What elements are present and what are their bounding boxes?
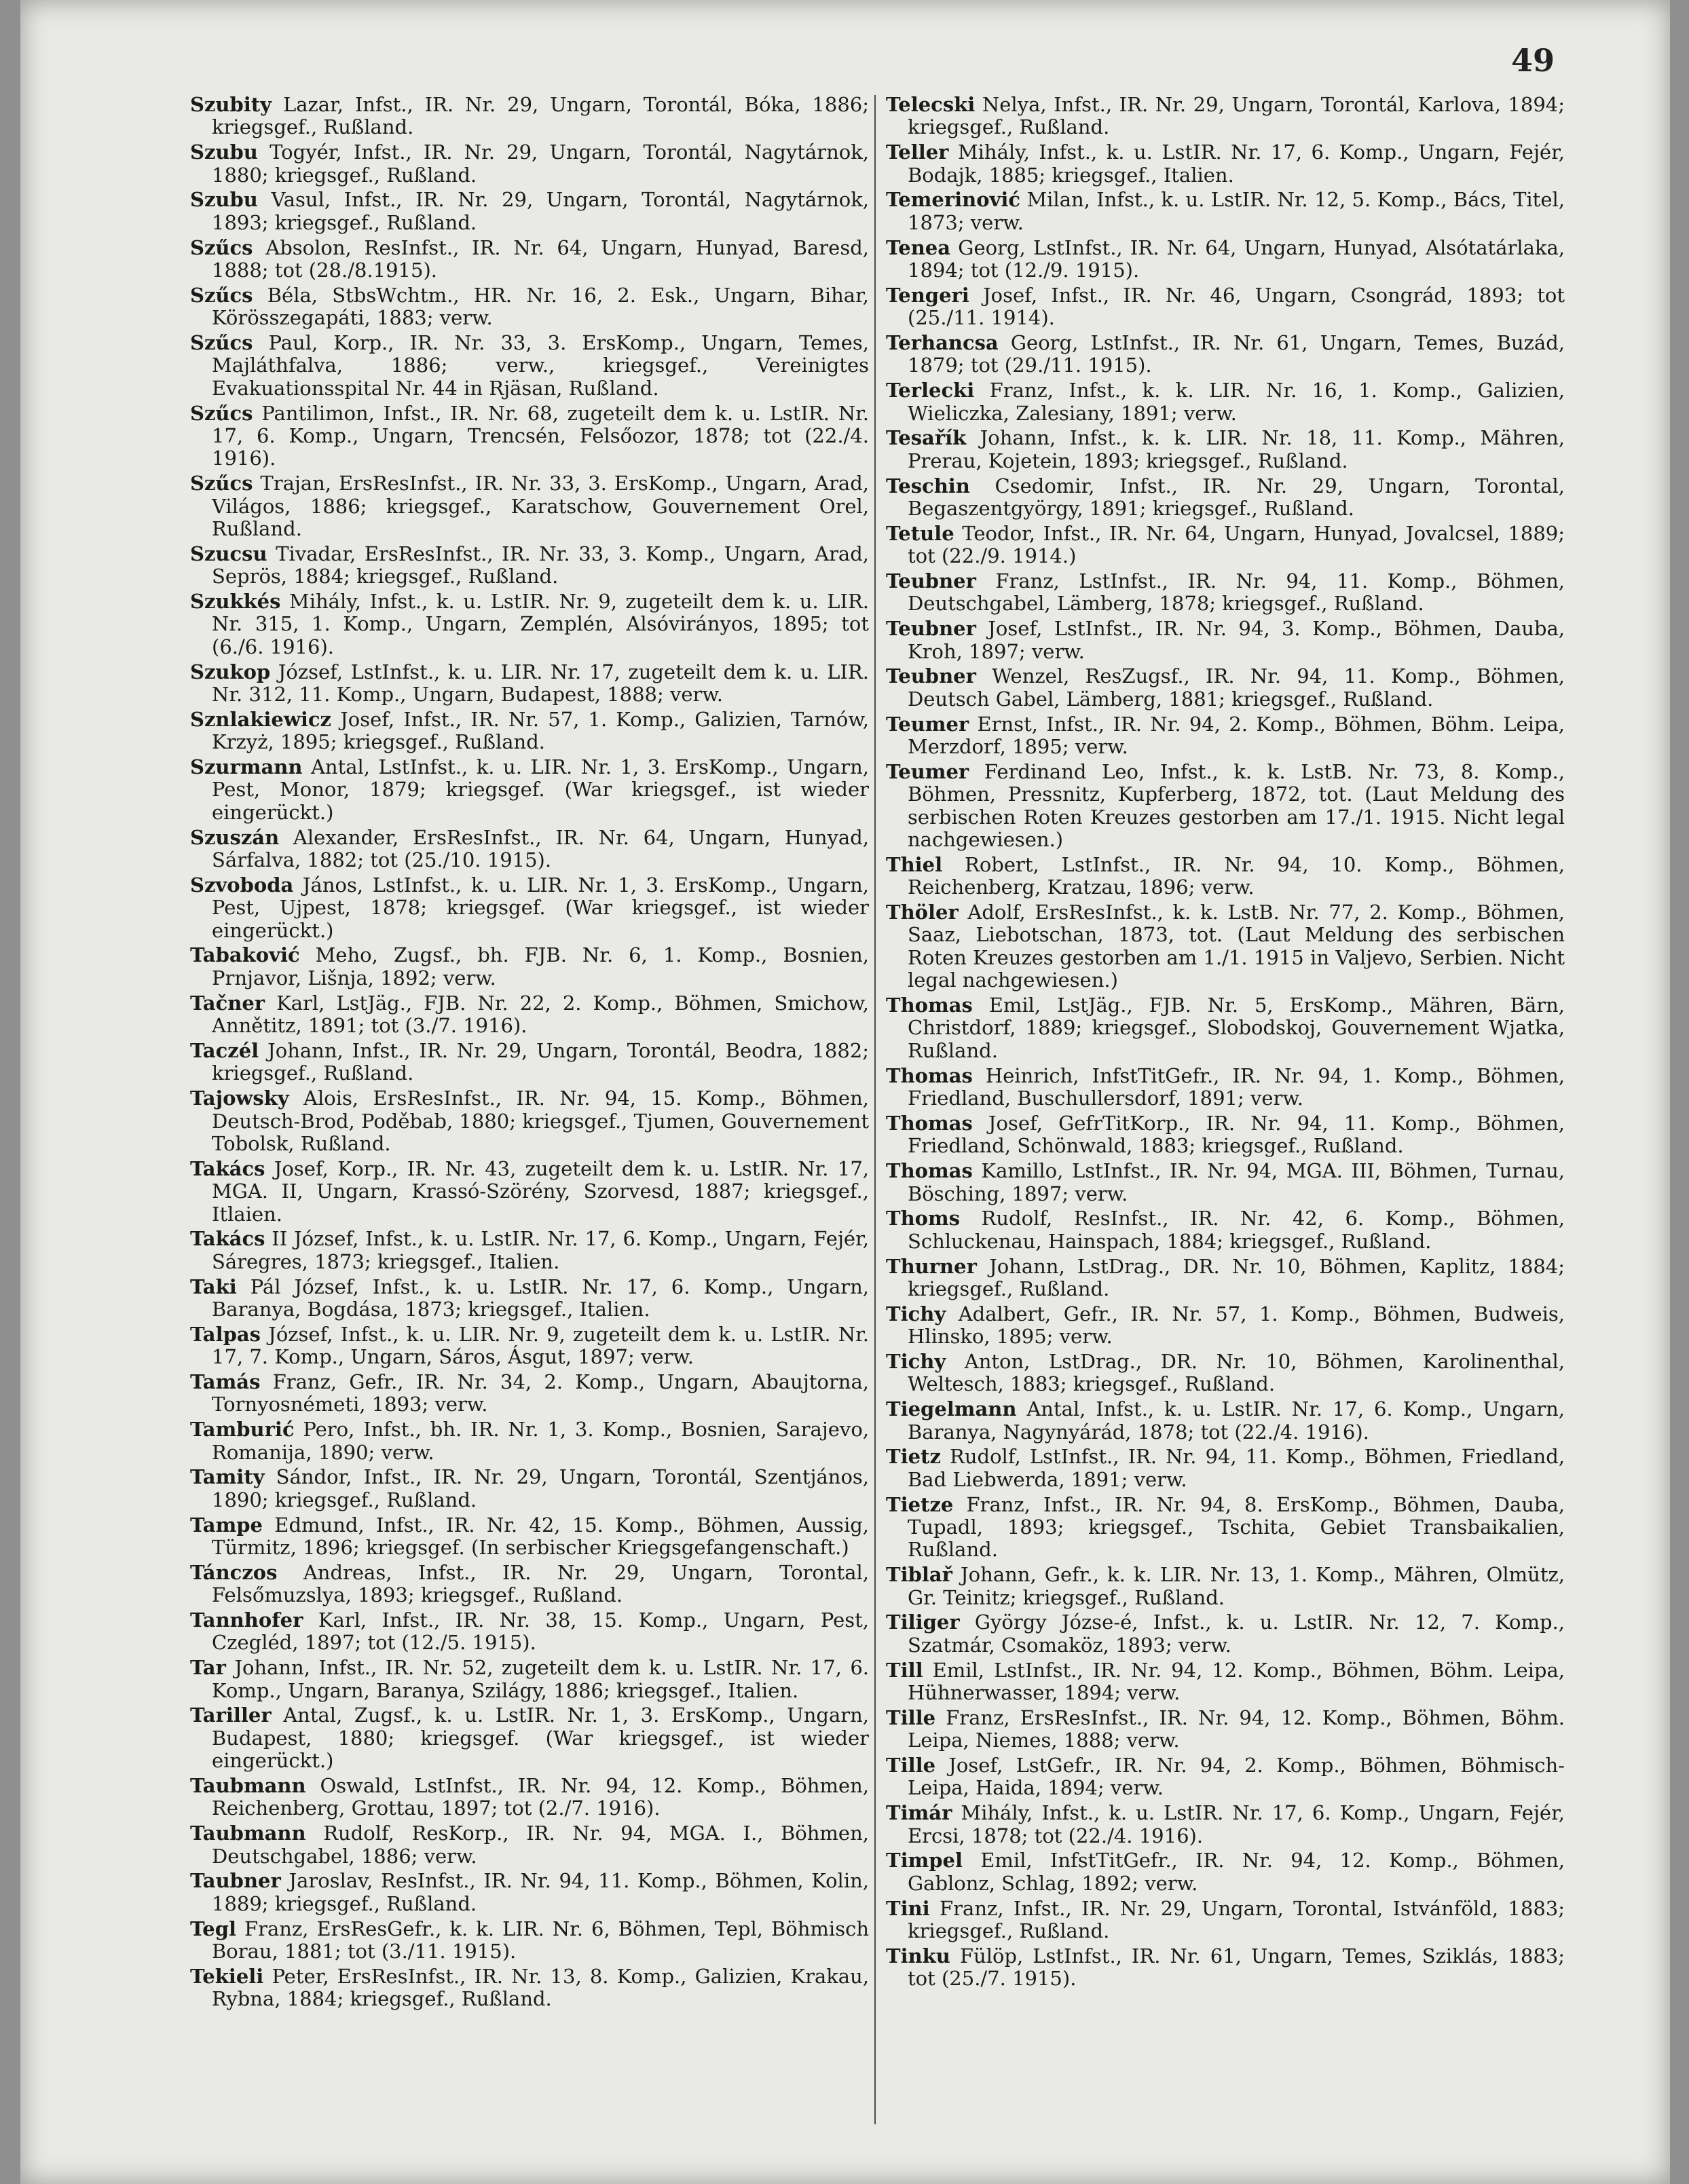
entry-surname: Thurner bbox=[886, 1254, 977, 1278]
scanned-page bbox=[20, 0, 1670, 2184]
register-entry bbox=[190, 1704, 869, 1772]
register-entry bbox=[190, 189, 869, 234]
register-entry bbox=[886, 1754, 1565, 1800]
entry-surname: Timár bbox=[886, 1801, 952, 1825]
register-entry bbox=[886, 901, 1565, 992]
entry-details: Fülöp, LstInfst., IR. Nr. 61, Ungarn, Temes, Sziklás, 1883; tot (25./7. 1915). bbox=[908, 1944, 1565, 1991]
entry-details: Franz, LstInfst., IR. Nr. 94, 11. Komp., Böhmen, Deutschgabel, Lämberg, 1878; kriegsgef., Rußland. bbox=[908, 569, 1565, 616]
entry-surname: Terlecki bbox=[886, 379, 975, 402]
entry-details: Peter, ErsResInfst., IR. Nr. 13, 8. Komp., Galizien, Krakau, Rybna, 1884; kriegsgef., Rußland. bbox=[212, 1964, 869, 2011]
register-entry bbox=[886, 1351, 1565, 1396]
register-entry bbox=[886, 1112, 1565, 1158]
entry-details: József, LstInfst., k. u. LIR. Nr. 17, zugeteilt dem k. u. LIR. Nr. 312, 11. Komp., Ungarn, Budapest, 1888; verw. bbox=[212, 660, 869, 707]
entry-details: Sándor, Infst., IR. Nr. 29, Ungarn, Torontál, Szentjános, 1890; kriegsgef., Rußland. bbox=[212, 1465, 869, 1511]
entry-details: Josef, LstGefr., IR. Nr. 94, 2. Komp., Böhmen, Böhmisch-Leipa, Haida, 1894; verw. bbox=[908, 1753, 1565, 1800]
entry-details: Emil, LstInfst., IR. Nr. 94, 12. Komp., Böhmen, Böhm. Leipa, Hühnerwasser, 1894; verw. bbox=[908, 1658, 1565, 1704]
entry-surname: Taubmann bbox=[190, 1822, 306, 1845]
entry-surname: Tariller bbox=[190, 1703, 272, 1727]
entry-surname: Tietze bbox=[886, 1492, 954, 1516]
register-entry bbox=[886, 1945, 1565, 1991]
entry-details: Rudolf, ResInfst., IR. Nr. 42, 6. Komp., Böhmen, Schluckenau, Hainspach, 1884; kriegsgef., Rußland. bbox=[908, 1207, 1565, 1253]
register-entry bbox=[190, 332, 869, 400]
register-entry bbox=[190, 1870, 869, 1915]
register-entry bbox=[190, 1276, 869, 1321]
register-entry bbox=[190, 1371, 869, 1416]
entry-surname: Tetule bbox=[886, 521, 954, 545]
entry-details: Edmund, Infst., IR. Nr. 42, 15. Komp., Böhmen, Aussig, Türmitz, 1896; kriegsgef. (In serbischer Kriegsgefangenschaft.) bbox=[212, 1513, 869, 1559]
entry-surname: Tichy bbox=[886, 1349, 946, 1373]
entry-details: Pantilimon, Infst., IR. Nr. 68, zugeteilt dem k. u. LstIR. Nr. 17, 6. Komp., Ungarn, Trencsén, Felsőozor, 1878; tot (22./4. 1916). bbox=[212, 401, 869, 470]
register-entry bbox=[886, 1659, 1565, 1705]
entry-details: Antal, Infst., k. u. LstIR. Nr. 17, 6. Komp., Ungarn, Baranya, Nagynyárád, 1878; tot (22./4. 1916). bbox=[908, 1397, 1565, 1444]
register-entry bbox=[190, 1918, 869, 1963]
entry-details: Trajan, ErsResInfst., IR. Nr. 33, 3. ErsKomp., Ungarn, Arad, Világos, 1886; kriegsgef., Karatschow, Gouvernement Orel, Rußland. bbox=[212, 472, 869, 541]
entry-details: Rudolf, ResKorp., IR. Nr. 94, MGA. I., Böhmen, Deutschgabel, 1886; verw. bbox=[212, 1822, 869, 1868]
entry-details: Franz, ErsResGefr., k. k. LIR. Nr. 6, Böhmen, Tepl, Böhmisch Borau, 1881; tot (3./11. 1915). bbox=[212, 1917, 869, 1963]
entry-surname: Tichy bbox=[886, 1302, 946, 1325]
entry-surname: Szubu bbox=[190, 188, 258, 212]
register-entry bbox=[886, 1160, 1565, 1205]
register-entry bbox=[190, 141, 869, 187]
entry-surname: Tini bbox=[886, 1896, 930, 1920]
entry-details: György Józse-é, Infst., k. u. LstIR. Nr. 12, 7. Komp., Szatmár, Csomaköz, 1893; verw. bbox=[908, 1611, 1565, 1657]
entry-details: Johann, Infst., k. k. LIR. Nr. 18, 11. Komp., Mähren, Prerau, Kojetein, 1893; kriegsgef., Rußland. bbox=[908, 426, 1565, 472]
register-entry bbox=[886, 713, 1565, 759]
register-entry bbox=[190, 284, 869, 330]
register-entry bbox=[886, 1256, 1565, 1301]
entry-details: II József, Infst., k. u. LstIR. Nr. 17, 6. Komp., Ungarn, Fejér, Sáregres, 1873; kriegsgef., Italien. bbox=[212, 1227, 869, 1273]
entry-details: Franz, ErsResInfst., IR. Nr. 94, 12. Komp., Böhmen, Böhm. Leipa, Niemes, 1888; verw. bbox=[908, 1706, 1565, 1752]
entry-details: Togyér, Infst., IR. Nr. 29, Ungarn, Torontál, Nagytárnok, 1880; kriegsgef., Rußland. bbox=[212, 140, 869, 187]
entry-surname: Teschin bbox=[886, 474, 970, 497]
entry-details: Mihály, Infst., k. u. LstIR. Nr. 17, 6. Komp., Ungarn, Fejér, Ercsi, 1878; tot (22./4. 1916). bbox=[908, 1801, 1565, 1847]
entry-details: Teodor, Infst., IR. Nr. 64, Ungarn, Hunyad, Jovalcsel, 1889; tot (22./9. 1914.) bbox=[908, 521, 1565, 568]
entry-details: Ernst, Infst., IR. Nr. 94, 2. Komp., Böhmen, Böhm. Leipa, Merzdorf, 1895; verw. bbox=[908, 712, 1565, 759]
entry-details: Alexander, ErsResInfst., IR. Nr. 64, Ungarn, Hunyad, Sárfalva, 1882; tot (25./10. 1915). bbox=[212, 825, 869, 872]
entry-surname: Tamburić bbox=[190, 1418, 295, 1442]
entry-surname: Taubmann bbox=[190, 1773, 306, 1797]
register-entry bbox=[190, 543, 869, 588]
entry-details: Franz, Infst., k. k. LIR. Nr. 16, 1. Komp., Galizien, Wieliczka, Zalesiany, 1891; verw. bbox=[908, 379, 1565, 425]
register-entry bbox=[886, 94, 1565, 139]
entry-surname: Tegl bbox=[190, 1917, 236, 1940]
entry-surname: Teumer bbox=[886, 712, 969, 736]
register-entry bbox=[886, 1707, 1565, 1752]
entry-details: Josef, GefrTitKorp., IR. Nr. 94, 11. Komp., Böhmen, Friedland, Schönwald, 1883; kriegsgef., Rußland. bbox=[908, 1111, 1565, 1158]
entry-details: Heinrich, InfstTitGefr., IR. Nr. 94, 1. Komp., Böhmen, Friedland, Buschullersdorf, 1891; verw. bbox=[908, 1063, 1565, 1110]
page-number: 49 bbox=[1510, 42, 1555, 79]
entry-surname: Tamity bbox=[190, 1465, 265, 1489]
entry-surname: Thoms bbox=[886, 1207, 961, 1230]
entry-details: Lazar, Infst., IR. Nr. 29, Ungarn, Torontál, Bóka, 1886; kriegsgef., Rußland. bbox=[212, 93, 869, 139]
register-entry bbox=[886, 854, 1565, 899]
entry-surname: Szűcs bbox=[190, 331, 253, 355]
entry-surname: Tánczos bbox=[190, 1560, 278, 1584]
left-column bbox=[190, 94, 869, 2013]
register-entry bbox=[190, 1323, 869, 1369]
entry-surname: Terhancsa bbox=[886, 331, 999, 355]
entry-surname: Tampe bbox=[190, 1513, 263, 1537]
entry-details: Pál József, Infst., k. u. LstIR. Nr. 17, 6. Komp., Ungarn, Baranya, Bogdása, 1873; kriegsgef., Italien. bbox=[212, 1275, 869, 1321]
entry-surname: Tabaković bbox=[190, 943, 300, 967]
register-entry bbox=[886, 427, 1565, 472]
entry-details: Adalbert, Gefr., IR. Nr. 57, 1. Komp., Böhmen, Budweis, Hlinsko, 1895; verw. bbox=[908, 1302, 1565, 1349]
register-entry bbox=[190, 1158, 869, 1226]
register-entry bbox=[190, 1775, 869, 1820]
entry-details: Paul, Korp., IR. Nr. 33, 3. ErsKomp., Ungarn, Temes, Majláthfalva, 1886; verw., kriegsgef., Vereinigtes Evakuationsspital Nr. 44 in Rjäsan, Rußland. bbox=[212, 331, 869, 400]
entry-details: Johann, Infst., IR. Nr. 52, zugeteilt dem k. u. LstIR. Nr. 17, 6. Komp., Ungarn, Baranya, Szilágy, 1886; kriegsgef., Italien. bbox=[212, 1656, 869, 1702]
entry-surname: Till bbox=[886, 1658, 923, 1682]
entry-details: Pero, Infst., bh. IR. Nr. 1, 3. Komp., Bosnien, Sarajevo, Romanija, 1890; verw. bbox=[212, 1418, 869, 1464]
entry-details: Josef, Infst., IR. Nr. 46, Ungarn, Csongrád, 1893; tot (25./11. 1914). bbox=[908, 283, 1565, 330]
entry-details: János, LstInfst., k. u. LIR. Nr. 1, 3. ErsKomp., Ungarn, Pest, Ujpest, 1878; kriegsgef. (War kriegsgef., ist wieder eingerückt.) bbox=[212, 873, 869, 942]
entry-surname: Tajowsky bbox=[190, 1087, 289, 1110]
register-entry bbox=[190, 756, 869, 824]
entry-surname: Szuszán bbox=[190, 825, 280, 849]
entry-surname: Tiegelmann bbox=[886, 1397, 1017, 1421]
register-entry bbox=[190, 661, 869, 707]
entry-details: Josef, LstInfst., IR. Nr. 94, 3. Komp., Böhmen, Dauba, Kroh, 1897; verw. bbox=[908, 617, 1565, 663]
register-entry bbox=[886, 1611, 1565, 1657]
entry-details: Alois, ErsResInfst., IR. Nr. 94, 15. Komp., Böhmen, Deutsch-Brod, Poděbab, 1880; kriegsgef., Tjumen, Gouvernement Tobolsk, Rußland. bbox=[212, 1087, 869, 1155]
entry-details: Nelya, Infst., IR. Nr. 29, Ungarn, Torontál, Karlova, 1894; kriegsgef., Rußland. bbox=[908, 93, 1565, 139]
entry-details: Mihály, Infst., k. u. LstIR. Nr. 17, 6. Komp., Ungarn, Fejér, Bodajk, 1885; kriegsgef., Italien. bbox=[908, 140, 1565, 187]
register-entry bbox=[190, 992, 869, 1038]
entry-surname: Tamás bbox=[190, 1370, 261, 1393]
register-entry bbox=[886, 570, 1565, 616]
entry-surname: Szvoboda bbox=[190, 873, 294, 897]
entry-details: Johann, Infst., IR. Nr. 29, Ungarn, Torontál, Beodra, 1882; kriegsgef., Rußland. bbox=[212, 1038, 869, 1085]
register-entry bbox=[886, 761, 1565, 852]
entry-surname: Sznlakiewicz bbox=[190, 707, 331, 731]
entry-surname: Szurmann bbox=[190, 755, 303, 779]
entry-details: Adolf, ErsResInfst., k. k. LstB. Nr. 77, 2. Komp., Böhmen, Saaz, Liebotschan, 1873, tot. (Laut Meldung des serbischen Roten Kreuzes gestorben am 1./1. 1915 in Valjevo, Serbien. Nicht legal nachgewiesen.) bbox=[908, 901, 1565, 992]
entry-surname: Thomas bbox=[886, 994, 973, 1017]
entry-surname: Temerinović bbox=[886, 188, 1021, 212]
entry-surname: Szukop bbox=[190, 660, 271, 683]
entry-details: Josef, Infst., IR. Nr. 57, 1. Komp., Galizien, Tarnów, Krzyż, 1895; kriegsgef., Rußland. bbox=[212, 707, 869, 754]
register-entry bbox=[190, 1657, 869, 1702]
entry-surname: Tille bbox=[886, 1753, 936, 1777]
entry-surname: Thomas bbox=[886, 1111, 973, 1135]
entry-surname: Tesařík bbox=[886, 426, 967, 450]
register-entry bbox=[190, 944, 869, 990]
entry-details: Tivadar, ErsResInfst., IR. Nr. 33, 3. Komp., Ungarn, Arad, Seprös, 1884; kriegsgef., Rußland. bbox=[212, 542, 869, 588]
entry-surname: Szűcs bbox=[190, 401, 253, 425]
register-entry bbox=[886, 1446, 1565, 1491]
register-entry bbox=[886, 332, 1565, 377]
entry-surname: Teubner bbox=[886, 617, 976, 641]
register-entry bbox=[886, 379, 1565, 425]
entry-details: Johann, Gefr., k. k. LIR. Nr. 13, 1. Komp., Mähren, Olmütz, Gr. Teinitz; kriegsgef., Rußland. bbox=[908, 1563, 1565, 1609]
register-entry bbox=[190, 1822, 869, 1868]
register-entry bbox=[190, 1514, 869, 1560]
register-entry bbox=[886, 141, 1565, 187]
entry-details: Anton, LstDrag., DR. Nr. 10, Böhmen, Karolinenthal, Weltesch, 1883; kriegsgef., Rußland. bbox=[908, 1349, 1565, 1396]
entry-surname: Taki bbox=[190, 1275, 237, 1298]
entry-surname: Tačner bbox=[190, 991, 265, 1015]
entry-details: Robert, LstInfst., IR. Nr. 94, 10. Komp., Böhmen, Reichenberg, Kratzau, 1896; verw. bbox=[908, 852, 1565, 899]
entry-details: Emil, LstJäg., FJB. Nr. 5, ErsKomp., Mähren, Bärn, Christdorf, 1889; kriegsgef., Slobodskoj, Gouvernement Wjatka, Rußland. bbox=[908, 994, 1565, 1062]
entry-details: Kamillo, LstInfst., IR. Nr. 94, MGA. III, Böhmen, Turnau, Bösching, 1897; verw. bbox=[908, 1159, 1565, 1205]
register-entry bbox=[886, 665, 1565, 711]
entry-surname: Timpel bbox=[886, 1849, 963, 1872]
register-entry bbox=[190, 827, 869, 872]
register-entry bbox=[886, 1303, 1565, 1349]
entry-surname: Teubner bbox=[886, 664, 976, 688]
entry-surname: Thomas bbox=[886, 1063, 973, 1087]
entry-surname: Szucsu bbox=[190, 542, 267, 565]
entry-details: Oswald, LstInfst., IR. Nr. 94, 12. Komp., Böhmen, Reichenberg, Grottau, 1897; tot (2./7. 1916). bbox=[212, 1773, 869, 1820]
entry-details: Rudolf, LstInfst., IR. Nr. 94, 11. Komp., Böhmen, Friedland, Bad Liebwerda, 1891; verw. bbox=[908, 1445, 1565, 1491]
entry-details: Georg, LstInfst., IR. Nr. 61, Ungarn, Temes, Buzád, 1879; tot (29./11. 1915). bbox=[908, 331, 1565, 377]
entry-details: Csedomir, Infst., IR. Nr. 29, Ungarn, Torontal, Begaszentgyörgy, 1891; kriegsgef., Rußland. bbox=[908, 474, 1565, 521]
entry-surname: Tiblař bbox=[886, 1563, 952, 1587]
entry-details: Karl, Infst., IR. Nr. 38, 15. Komp., Ungarn, Pest, Czegléd, 1897; tot (12./5. 1915). bbox=[212, 1608, 869, 1655]
register-entry bbox=[190, 472, 869, 540]
register-entry bbox=[886, 189, 1565, 234]
entry-surname: Szűcs bbox=[190, 472, 253, 495]
entry-surname: Taczél bbox=[190, 1038, 259, 1062]
register-entry bbox=[190, 1562, 869, 1607]
entry-details: Wenzel, ResZugsf., IR. Nr. 94, 11. Komp., Böhmen, Deutsch Gabel, Lämberg, 1881; kriegsgef., Rußland. bbox=[908, 664, 1565, 711]
entry-surname: Talpas bbox=[190, 1322, 261, 1346]
register-entry bbox=[886, 1398, 1565, 1444]
entry-details: József, Infst., k. u. LIR. Nr. 9, zugeteilt dem k. u. LstIR. Nr. 17, 7. Komp., Ungarn, Sáros, Ásgut, 1897; verw. bbox=[212, 1322, 869, 1369]
entry-surname: Szukkés bbox=[190, 590, 281, 614]
entry-surname: Takács bbox=[190, 1156, 265, 1180]
entry-surname: Szubity bbox=[190, 93, 272, 116]
register-entry bbox=[886, 618, 1565, 663]
register-entry bbox=[190, 1228, 869, 1273]
entry-surname: Tenea bbox=[886, 236, 951, 259]
entry-details: Jaroslav, ResInfst., IR. Nr. 94, 11. Komp., Böhmen, Kolin, 1889; kriegsgef., Rußland. bbox=[212, 1869, 869, 1915]
entry-details: Antal, LstInfst., k. u. LIR. Nr. 1, 3. ErsKomp., Ungarn, Pest, Monor, 1879; kriegsgef. (War kriegsgef., ist wieder eingerückt.) bbox=[212, 755, 869, 824]
entry-surname: Tekieli bbox=[190, 1964, 264, 1988]
entry-surname: Szűcs bbox=[190, 236, 253, 259]
right-column bbox=[886, 94, 1565, 1993]
register-entry bbox=[886, 1802, 1565, 1847]
register-entry bbox=[190, 1040, 869, 1085]
register-entry bbox=[190, 94, 869, 139]
entry-details: Johann, LstDrag., DR. Nr. 10, Böhmen, Kaplitz, 1884; kriegsgef., Rußland. bbox=[908, 1254, 1565, 1300]
register-entry bbox=[886, 284, 1565, 330]
entry-details: Karl, LstJäg., FJB. Nr. 22, 2. Komp., Böhmen, Smichow, Annětitz, 1891; tot (3./7. 1916). bbox=[212, 991, 869, 1038]
entry-details: Emil, InfstTitGefr., IR. Nr. 94, 12. Komp., Böhmen, Gablonz, Schlag, 1892; verw. bbox=[908, 1849, 1565, 1895]
entry-surname: Takács bbox=[190, 1227, 265, 1251]
entry-details: Andreas, Infst., IR. Nr. 29, Ungarn, Torontal, Felsőmuzslya, 1893; kriegsgef., Rußland. bbox=[212, 1560, 869, 1607]
entry-details: Vasul, Infst., IR. Nr. 29, Ungarn, Torontál, Nagytárnok, 1893; kriegsgef., Rußland. bbox=[212, 188, 869, 234]
entry-surname: Teubner bbox=[886, 569, 976, 593]
register-entry bbox=[190, 1466, 869, 1511]
entry-details: Béla, StbsWchtm., HR. Nr. 16, 2. Esk., Ungarn, Bihar, Körösszegapáti, 1883; verw. bbox=[212, 283, 869, 330]
entry-details: Mihály, Infst., k. u. LstIR. Nr. 9, zugeteilt dem k. u. LIR. Nr. 315, 1. Komp., Ungarn, Zemplén, Alsóvirányos, 1895; tot (6./6. 1916). bbox=[212, 590, 869, 658]
entry-surname: Thomas bbox=[886, 1159, 973, 1183]
register-entry bbox=[886, 1065, 1565, 1110]
entry-surname: Telecski bbox=[886, 93, 976, 116]
register-entry bbox=[190, 1418, 869, 1464]
register-entry bbox=[190, 709, 869, 754]
register-entry bbox=[886, 1564, 1565, 1609]
register-entry bbox=[190, 1087, 869, 1155]
entry-details: Josef, Korp., IR. Nr. 43, zugeteilt dem k. u. LstIR. Nr. 17, MGA. II, Ungarn, Krassó-Szörény, Szorvesd, 1887; kriegsgef., Itlaien. bbox=[212, 1156, 869, 1226]
register-entry bbox=[190, 1965, 869, 2011]
entry-surname: Teumer bbox=[886, 759, 969, 783]
entry-details: Georg, LstInfst., IR. Nr. 64, Ungarn, Hunyad, Alsótatárlaka, 1894; tot (12./9. 1915). bbox=[908, 236, 1565, 282]
entry-details: Franz, Infst., IR. Nr. 29, Ungarn, Torontal, Istvánföld, 1883; kriegsgef., Rußland. bbox=[908, 1896, 1565, 1942]
register-entry bbox=[190, 1609, 869, 1655]
entry-details: Franz, Infst., IR. Nr. 94, 8. ErsKomp., Böhmen, Dauba, Tupadl, 1893; kriegsgef., Tschita, Gebiet Transbaikalien, Rußland. bbox=[908, 1492, 1565, 1562]
register-entry bbox=[886, 237, 1565, 282]
entry-details: Franz, Gefr., IR. Nr. 34, 2. Komp., Ungarn, Abaujtorna, Tornyosnémeti, 1893; verw. bbox=[212, 1370, 869, 1416]
entry-surname: Teller bbox=[886, 140, 949, 164]
register-entry bbox=[886, 1849, 1565, 1895]
entry-details: Meho, Zugsf., bh. FJB. Nr. 6, 1. Komp., Bosnien, Prnjavor, Lišnja, 1892; verw. bbox=[212, 943, 869, 990]
entry-surname: Tannhofer bbox=[190, 1608, 303, 1632]
entry-surname: Tiliger bbox=[886, 1611, 960, 1634]
entry-surname: Tietz bbox=[886, 1445, 941, 1469]
entry-surname: Tar bbox=[190, 1656, 226, 1680]
entry-surname: Taubner bbox=[190, 1869, 281, 1893]
register-entry bbox=[190, 402, 869, 470]
register-entry bbox=[886, 994, 1565, 1062]
column-divider bbox=[874, 95, 876, 2124]
register-entry bbox=[886, 1207, 1565, 1253]
entry-surname: Thiel bbox=[886, 852, 943, 876]
register-entry bbox=[886, 523, 1565, 568]
register-entry bbox=[886, 1494, 1565, 1562]
entry-surname: Szubu bbox=[190, 140, 258, 164]
register-entry bbox=[190, 874, 869, 942]
register-entry bbox=[886, 1898, 1565, 1943]
register-entry bbox=[190, 590, 869, 658]
entry-details: Ferdinand Leo, Infst., k. k. LstB. Nr. 73, 8. Komp., Böhmen, Pressnitz, Kupferberg, 1872, tot. (Laut Meldung des serbischen Roten Kreuzes gestorben am 17./1. 1915. Nicht legal nachgewiesen.) bbox=[908, 759, 1565, 852]
entry-details: Antal, Zugsf., k. u. LstIR. Nr. 1, 3. ErsKomp., Ungarn, Budapest, 1880; kriegsgef. (War kriegsgef., ist wieder eingerückt.) bbox=[212, 1703, 869, 1773]
entry-surname: Szűcs bbox=[190, 283, 253, 307]
entry-surname: Tengeri bbox=[886, 283, 969, 307]
register-entry bbox=[886, 475, 1565, 521]
entry-surname: Tille bbox=[886, 1706, 936, 1729]
register-entry bbox=[190, 237, 869, 282]
entry-surname: Tinku bbox=[886, 1944, 950, 1968]
entry-surname: Thöler bbox=[886, 901, 959, 924]
entry-details: Milan, Infst., k. u. LstIR. Nr. 12, 5. Komp., Bács, Titel, 1873; verw. bbox=[908, 188, 1565, 234]
entry-details: Absolon, ResInfst., IR. Nr. 64, Ungarn, Hunyad, Baresd, 1888; tot (28./8.1915). bbox=[212, 236, 869, 282]
